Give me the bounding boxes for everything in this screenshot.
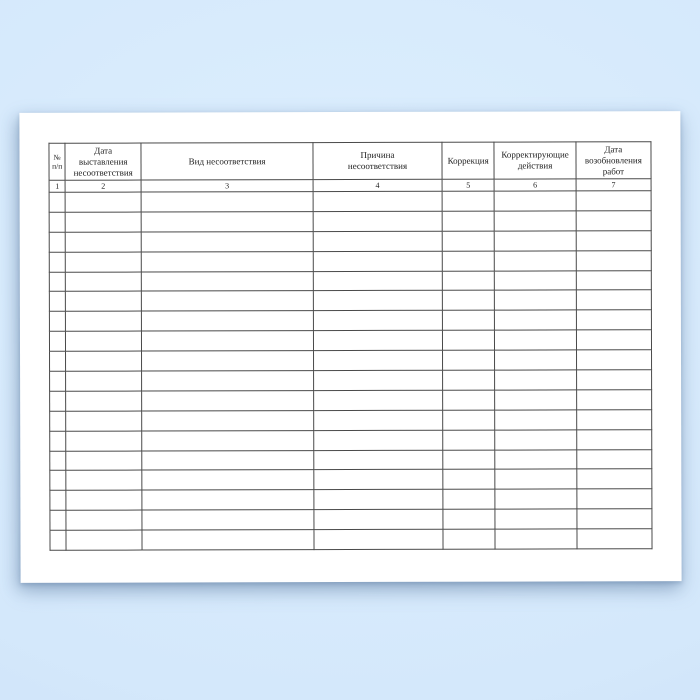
empty-cell — [141, 271, 313, 291]
empty-cell — [142, 470, 314, 490]
empty-cell — [314, 510, 443, 530]
empty-cell — [576, 370, 651, 390]
empty-cell — [141, 251, 313, 271]
empty-cell — [142, 351, 314, 371]
column-header-3: Вид несоответствия — [141, 143, 313, 180]
empty-cell — [50, 451, 66, 471]
empty-cell — [142, 371, 314, 391]
empty-cell — [495, 410, 576, 430]
empty-cell — [314, 490, 443, 510]
empty-cell — [50, 491, 66, 511]
empty-cell — [442, 350, 495, 370]
empty-cell — [66, 530, 142, 550]
empty-cell — [49, 212, 65, 232]
empty-row — [49, 230, 651, 251]
empty-cell — [442, 231, 495, 251]
empty-cell — [66, 411, 142, 431]
empty-cell — [50, 391, 66, 411]
empty-cell — [495, 191, 576, 211]
empty-cell — [495, 529, 576, 549]
empty-cell — [443, 489, 496, 509]
empty-cell — [66, 371, 142, 391]
empty-cell — [576, 230, 651, 250]
empty-cell — [49, 272, 65, 292]
empty-cell — [442, 370, 495, 390]
empty-cell — [576, 310, 651, 330]
empty-row — [49, 310, 651, 331]
empty-cell — [577, 489, 652, 509]
empty-cell — [66, 331, 142, 351]
empty-cell — [495, 231, 576, 251]
empty-cell — [576, 330, 651, 350]
empty-cell — [313, 271, 442, 291]
empty-cell — [495, 430, 576, 450]
empty-cell — [141, 192, 313, 212]
empty-row — [50, 489, 652, 510]
empty-cell — [443, 450, 496, 470]
empty-row — [50, 350, 652, 371]
empty-row — [50, 429, 652, 450]
column-number-1: 1 — [49, 180, 65, 192]
empty-cell — [576, 449, 651, 469]
empty-cell — [442, 271, 495, 291]
table-head — [49, 142, 651, 193]
empty-cell — [142, 490, 314, 510]
empty-cell — [495, 390, 576, 410]
nonconformity-log-table — [48, 141, 652, 551]
empty-row — [49, 290, 651, 311]
empty-cell — [314, 450, 443, 470]
empty-cell — [495, 469, 576, 489]
column-header-6: Корректирующие действия — [494, 142, 575, 179]
empty-cell — [49, 312, 65, 332]
empty-cell — [49, 252, 65, 272]
empty-cell — [495, 449, 576, 469]
column-number-2: 2 — [65, 180, 141, 192]
empty-cell — [576, 350, 651, 370]
empty-cell — [142, 331, 314, 351]
empty-cell — [141, 211, 313, 231]
empty-row — [50, 370, 652, 391]
empty-cell — [66, 510, 142, 530]
empty-cell — [313, 251, 442, 271]
empty-cell — [314, 350, 443, 370]
empty-cell — [314, 410, 443, 430]
column-header-5: Коррекция — [442, 142, 495, 179]
empty-cell — [65, 212, 141, 232]
empty-cell — [142, 510, 314, 530]
empty-cell — [141, 291, 313, 311]
empty-cell — [50, 530, 66, 550]
empty-cell — [314, 430, 443, 450]
empty-cell — [50, 471, 66, 491]
empty-cell — [66, 391, 142, 411]
empty-cell — [142, 391, 314, 411]
empty-cell — [142, 430, 314, 450]
empty-cell — [495, 350, 576, 370]
empty-cell — [443, 529, 496, 549]
empty-cell — [313, 211, 442, 231]
empty-cell — [442, 390, 495, 410]
column-header-4: Причина несоответствия — [313, 142, 442, 179]
empty-row — [49, 250, 651, 271]
empty-cell — [142, 530, 314, 550]
empty-cell — [577, 529, 652, 549]
table-body — [49, 191, 652, 551]
empty-row — [49, 211, 651, 232]
empty-cell — [66, 431, 142, 451]
empty-cell — [66, 490, 142, 510]
empty-cell — [495, 290, 576, 310]
empty-row — [50, 390, 652, 411]
empty-cell — [50, 371, 66, 391]
document-page — [19, 111, 681, 583]
empty-cell — [66, 311, 142, 331]
empty-cell — [65, 232, 141, 252]
empty-cell — [577, 509, 652, 529]
empty-row — [50, 469, 652, 490]
empty-cell — [50, 411, 66, 431]
empty-cell — [442, 310, 495, 330]
empty-cell — [576, 270, 651, 290]
empty-cell — [495, 489, 576, 509]
empty-cell — [313, 311, 442, 331]
empty-cell — [442, 251, 495, 271]
column-number-7: 7 — [576, 179, 651, 191]
empty-cell — [576, 429, 651, 449]
empty-cell — [442, 211, 495, 231]
empty-cell — [50, 351, 66, 371]
empty-cell — [443, 470, 496, 490]
empty-cell — [314, 330, 443, 350]
empty-row — [49, 330, 651, 351]
empty-cell — [65, 192, 141, 212]
empty-cell — [66, 471, 142, 491]
empty-cell — [443, 509, 496, 529]
empty-cell — [314, 370, 443, 390]
empty-cell — [576, 250, 651, 270]
column-number-6: 6 — [495, 179, 576, 191]
column-number-4: 4 — [313, 179, 442, 191]
empty-cell — [576, 410, 651, 430]
empty-cell — [50, 510, 66, 530]
column-header-1: № п/п — [49, 143, 65, 180]
empty-cell — [314, 390, 443, 410]
empty-cell — [50, 431, 66, 451]
empty-cell — [443, 410, 496, 430]
empty-cell — [142, 410, 314, 430]
journal-table-area — [48, 141, 652, 551]
empty-cell — [576, 191, 651, 211]
column-number-5: 5 — [442, 179, 495, 191]
table-header-row — [49, 142, 651, 181]
column-header-7: Дата возобновления работ — [576, 142, 651, 179]
empty-cell — [66, 351, 142, 371]
empty-cell — [66, 272, 142, 292]
empty-cell — [495, 310, 576, 330]
empty-row — [49, 191, 651, 212]
empty-cell — [142, 450, 314, 470]
empty-cell — [442, 191, 495, 211]
empty-cell — [495, 251, 576, 271]
empty-cell — [495, 211, 576, 231]
empty-row — [50, 509, 652, 530]
empty-cell — [66, 451, 142, 471]
column-header-2: Дата выставления несоответствия — [65, 143, 141, 180]
column-number-3: 3 — [141, 180, 313, 192]
empty-cell — [141, 231, 313, 251]
empty-cell — [313, 231, 442, 251]
empty-cell — [141, 311, 313, 331]
empty-cell — [314, 529, 443, 549]
empty-cell — [49, 232, 65, 252]
empty-row — [50, 410, 652, 431]
empty-cell — [49, 292, 65, 312]
empty-cell — [442, 330, 495, 350]
empty-row — [50, 449, 652, 470]
empty-cell — [495, 270, 576, 290]
empty-cell — [495, 370, 576, 390]
empty-cell — [314, 470, 443, 490]
empty-cell — [495, 509, 576, 529]
empty-cell — [442, 291, 495, 311]
empty-cell — [66, 292, 142, 312]
empty-cell — [576, 390, 651, 410]
empty-cell — [66, 252, 142, 272]
empty-cell — [49, 192, 65, 212]
empty-cell — [49, 331, 65, 351]
empty-row — [49, 270, 651, 291]
empty-row — [50, 529, 652, 550]
empty-cell — [313, 291, 442, 311]
empty-cell — [495, 330, 576, 350]
empty-cell — [577, 469, 652, 489]
empty-cell — [576, 211, 651, 231]
empty-cell — [313, 191, 442, 211]
empty-cell — [576, 290, 651, 310]
empty-cell — [443, 430, 496, 450]
